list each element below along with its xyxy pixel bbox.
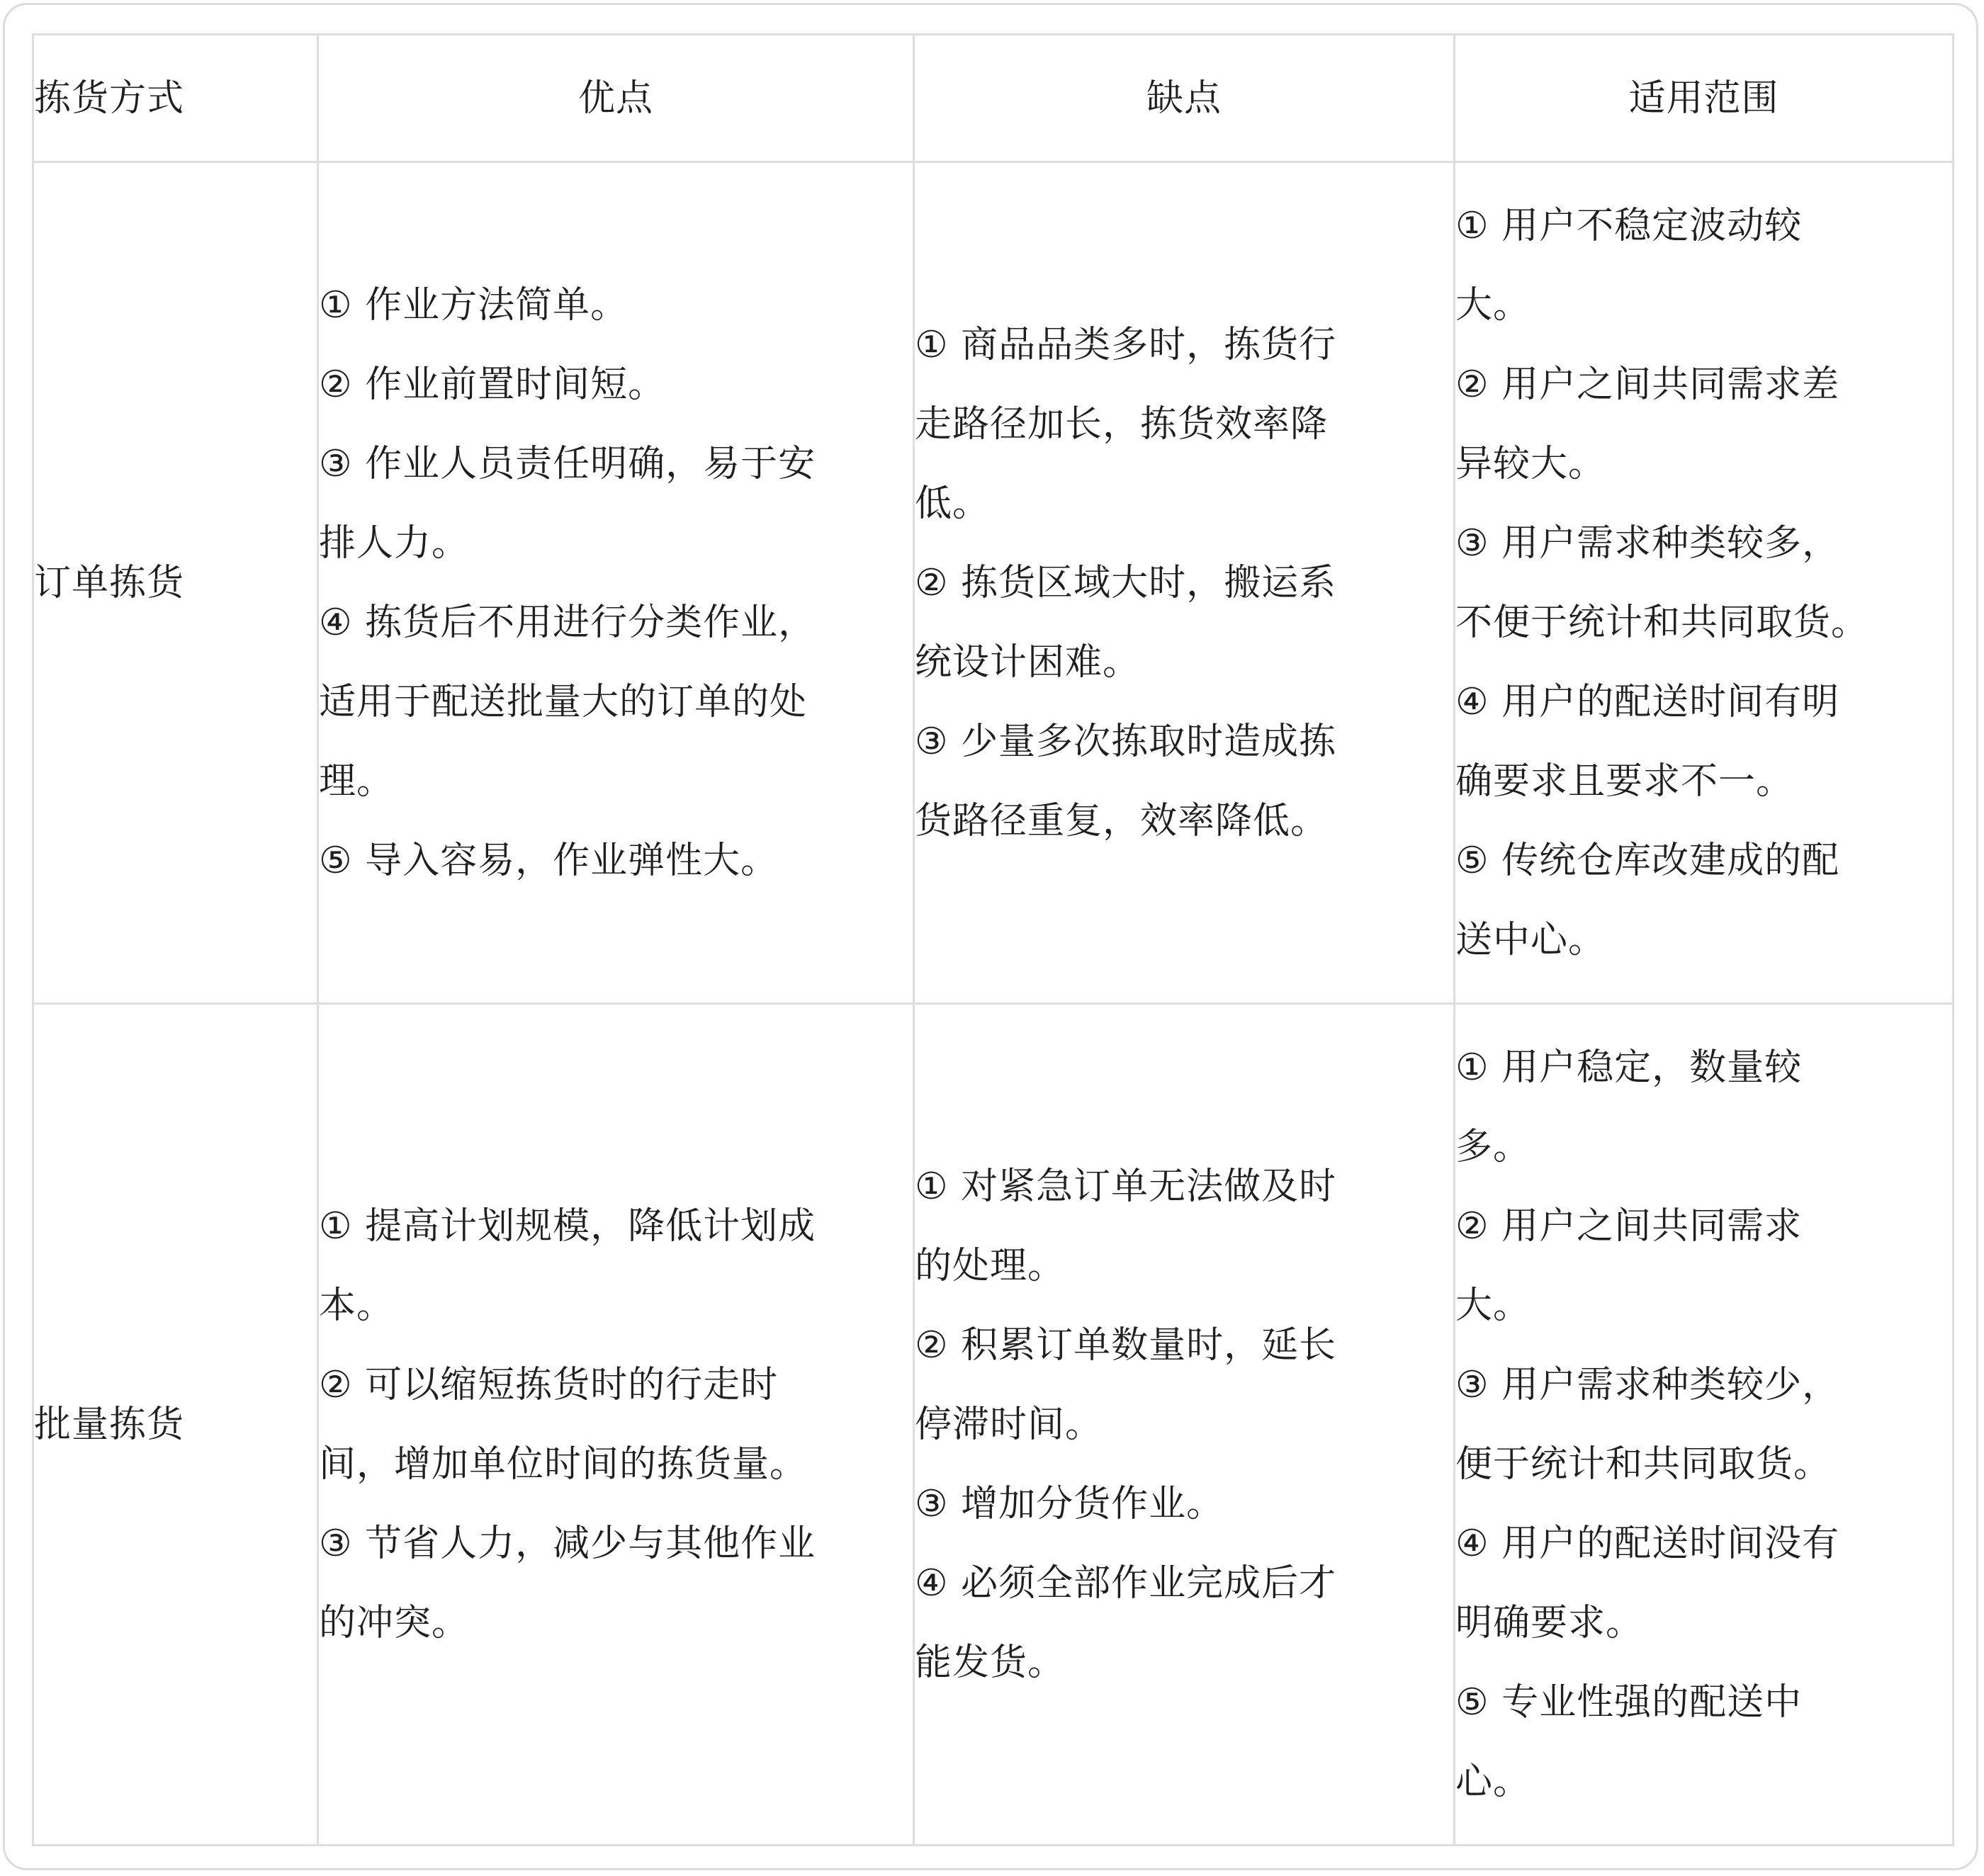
list-item: ① 用户不稳定波动较 大。: [1455, 204, 1803, 327]
scope-list: [1455, 1028, 1952, 1821]
list-item: ② 积累订单数量时，延长 停滞时间。: [915, 1323, 1337, 1446]
list-item: ④ 用户的配送时间没有 明确要求。: [1455, 1522, 1840, 1644]
scope-cell: [1455, 162, 1954, 1004]
header-picking-method: 拣货方式: [33, 35, 318, 162]
advantages-list: [319, 1187, 913, 1663]
table-row: [33, 162, 1954, 1004]
table-row: [33, 1004, 1954, 1846]
header-advantages: 优点: [318, 35, 914, 162]
disadvantages-list: [915, 1147, 1453, 1702]
list-item: ③ 用户需求种类较多， 不便于统计和共同取货。: [1455, 521, 1869, 644]
list-item: ② 用户之间共同需求差 异较大。: [1455, 363, 1840, 485]
disadvantages-cell: [914, 1004, 1455, 1846]
list-item: ① 作业方法简单。: [319, 283, 629, 327]
list-item: ③ 节省人力，减少与其他作业 的冲突。: [319, 1522, 816, 1644]
advantages-list: [319, 266, 913, 900]
list-item: ③ 少量多次拣取时造成拣 货路径重复，效率降低。: [915, 720, 1337, 842]
list-item: ③ 作业人员责任明确，易于安 排人力。: [319, 442, 816, 565]
method-cell-batch-picking: 批量拣货: [33, 1004, 318, 1846]
list-item: ④ 必须全部作业完成后才 能发货。: [915, 1561, 1337, 1684]
scope-list: [1455, 186, 1952, 980]
list-item: ③ 用户需求种类较少， 便于统计和共同取货。: [1455, 1363, 1840, 1486]
list-item: ② 拣货区域大时，搬运系 统设计困难。: [915, 561, 1337, 684]
advantages-cell: [318, 162, 914, 1004]
list-item: ⑤ 导入容易，作业弹性大。: [319, 839, 779, 882]
list-item: ① 提高计划规模，降低计划成 本。: [319, 1204, 816, 1327]
table-header-row: [33, 35, 1954, 162]
list-item: ① 商品品类多时，拣货行 走路径加长，拣货效率降 低。: [915, 323, 1337, 525]
header-disadvantages: 缺点: [914, 35, 1455, 162]
list-item: ③ 增加分货作业。: [915, 1482, 1224, 1525]
list-item: ⑤ 传统仓库改建成的配 送中心。: [1455, 839, 1840, 961]
disadvantages-list: [915, 305, 1453, 861]
disadvantages-cell: [914, 162, 1455, 1004]
list-item: ⑤ 专业性强的配送中 心。: [1455, 1680, 1803, 1803]
advantages-cell: [318, 1004, 914, 1846]
list-item: ② 用户之间共同需求 大。: [1455, 1204, 1803, 1327]
picking-methods-table: [32, 33, 1954, 1846]
scope-cell: [1455, 1004, 1954, 1846]
list-item: ② 可以缩短拣货时的行走时 间，增加单位时间的拣货量。: [319, 1363, 808, 1486]
list-item: ① 用户稳定，数量较 多。: [1455, 1046, 1803, 1168]
method-cell-order-picking: 订单拣货: [33, 162, 318, 1004]
list-item: ② 作业前置时间短。: [319, 363, 666, 406]
list-item: ④ 用户的配送时间有明 确要求且要求不一。: [1455, 680, 1840, 803]
list-item: ① 对紧急订单无法做及时 的处理。: [915, 1165, 1337, 1287]
header-scope: 适用范围: [1455, 35, 1954, 162]
list-item: ④ 拣货后不用进行分类作业， 适用于配送批量大的订单的处 理。: [319, 601, 816, 803]
